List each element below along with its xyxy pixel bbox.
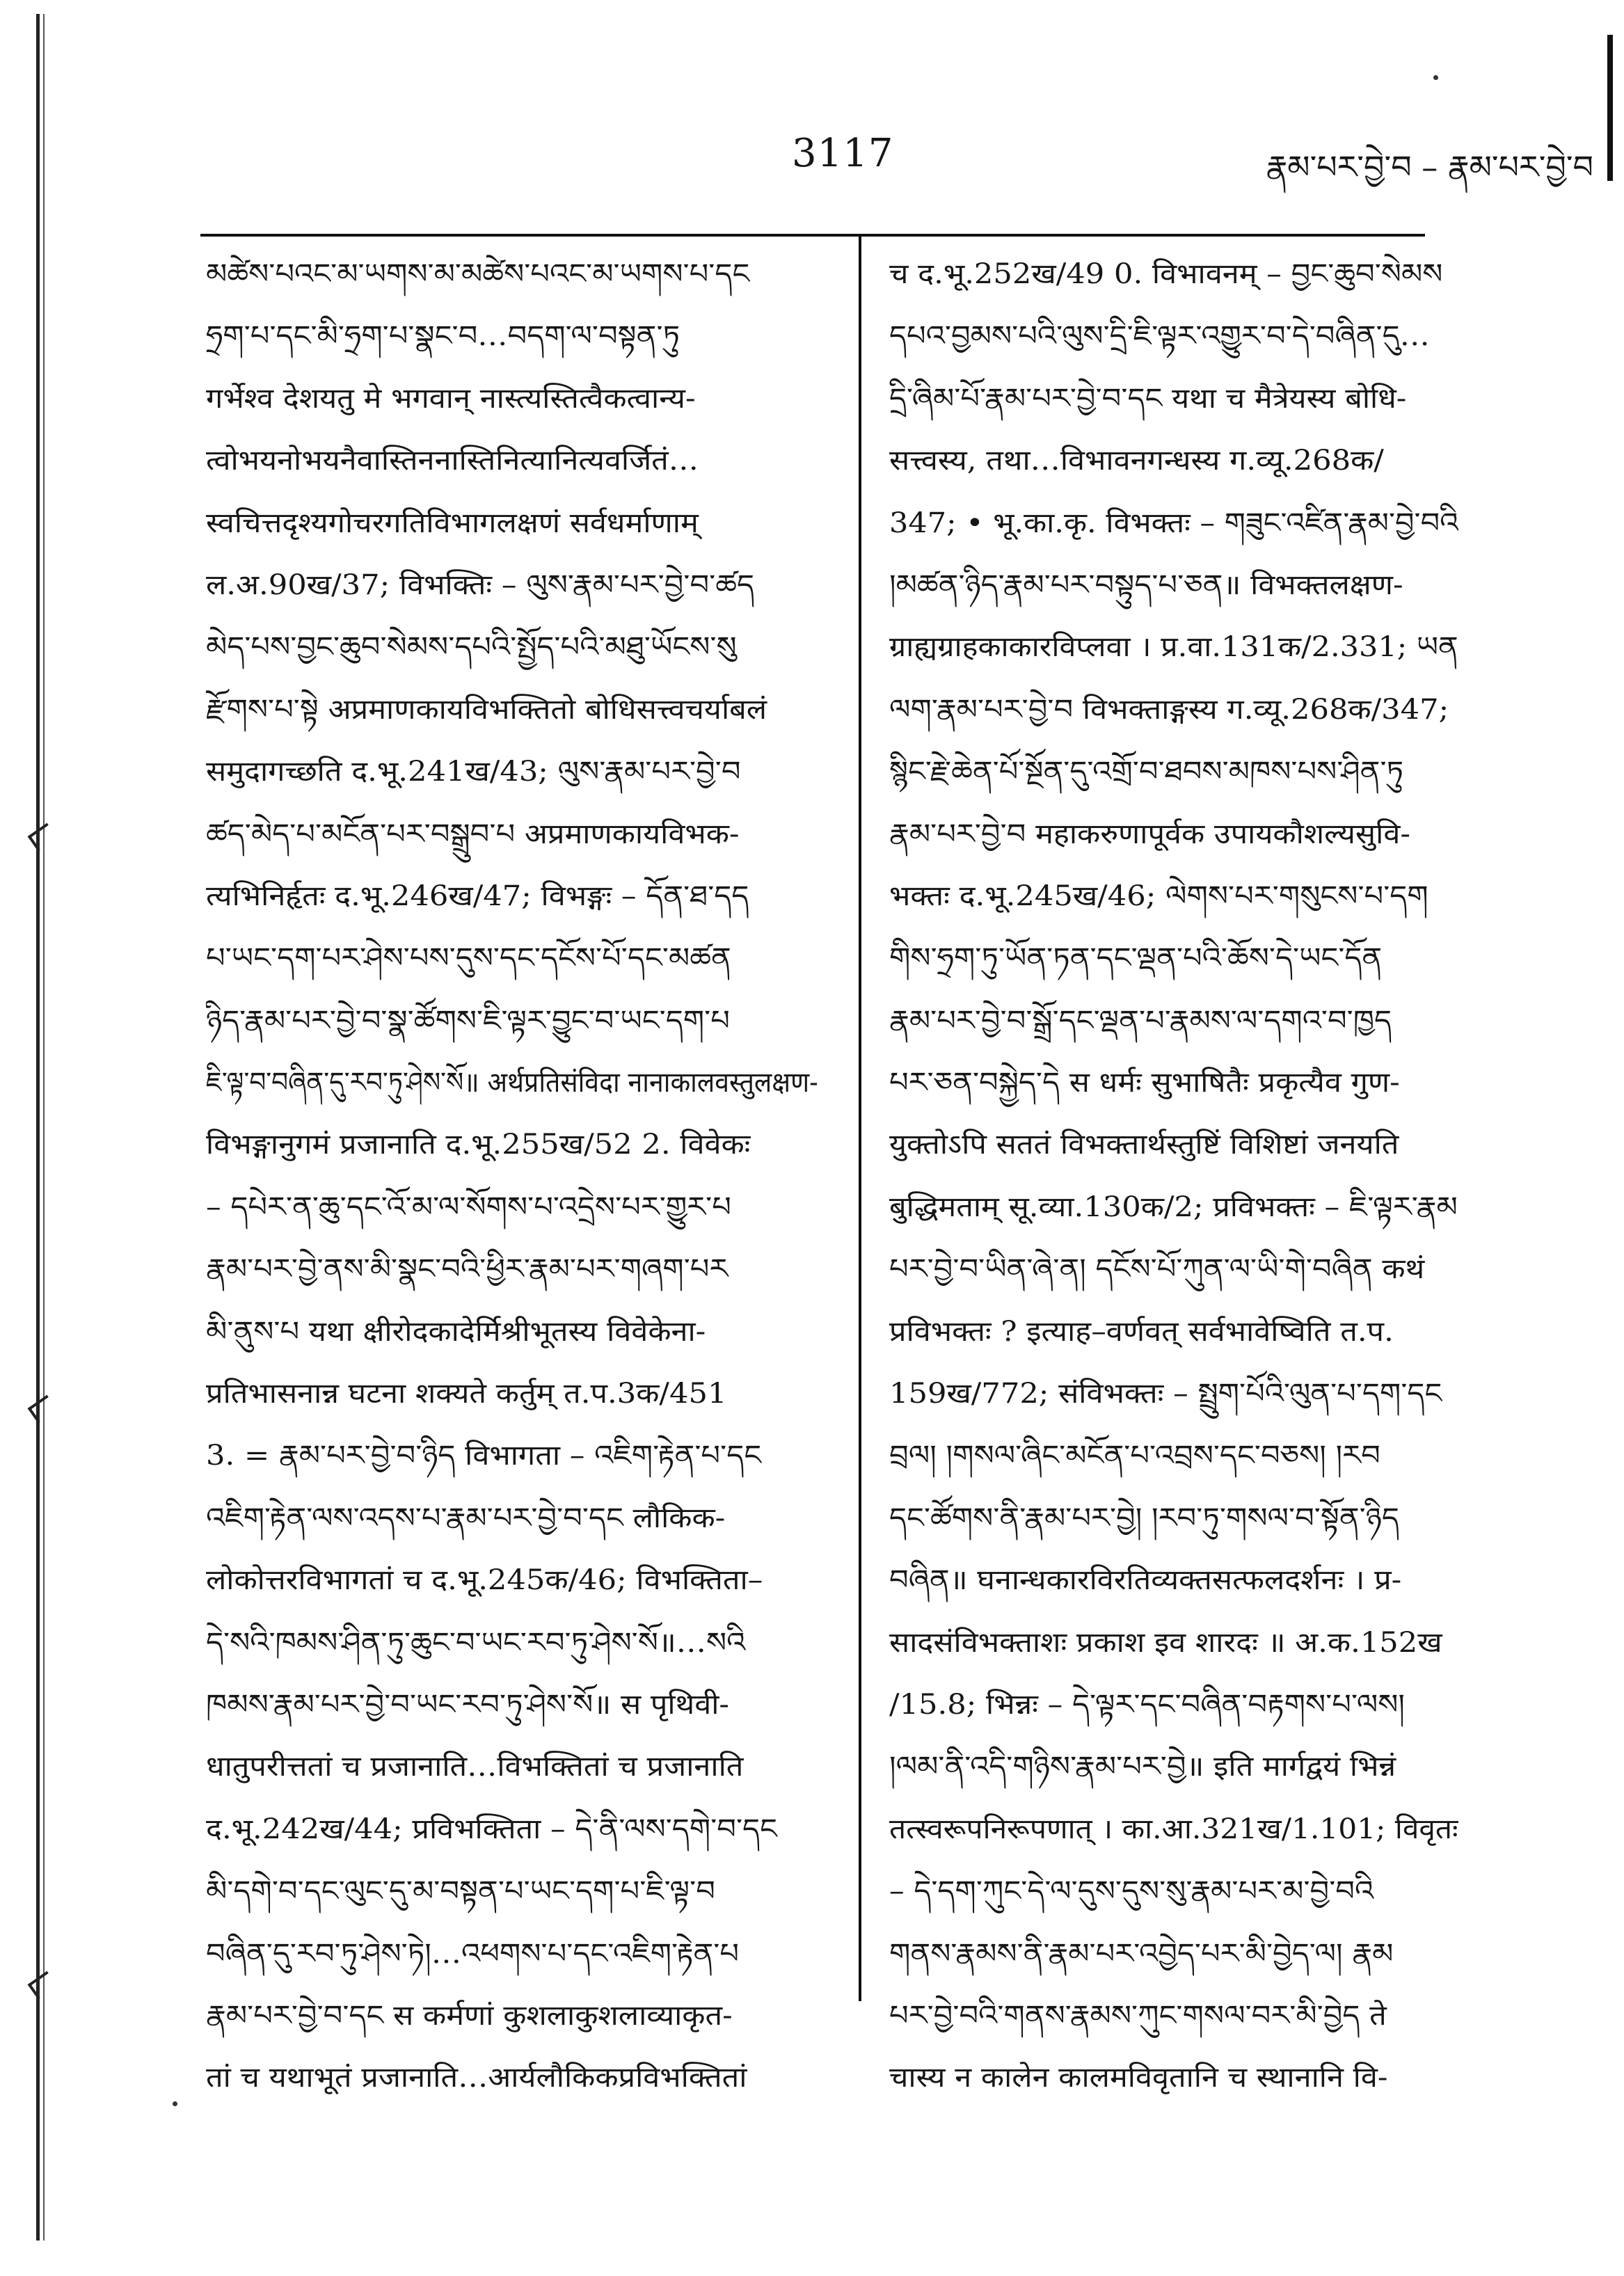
running-head: རྣམ་པར་བྱེ་བ – རྣམ་པར་བྱེ་བ — [1266, 148, 1593, 186]
text-line — [206, 616, 818, 678]
text-line — [206, 1736, 818, 1798]
text-line — [889, 368, 1458, 430]
line-text: प्रविभक्तः ? इत्याह–वर्णवत् सर्वभावेष्विति त.प. — [889, 1315, 1394, 1348]
text-line — [889, 1488, 1458, 1550]
line-text: 159ख/772; संविभक्तः – སྤྲུག་པོའི་ལུན་པ་དག་དང — [889, 1378, 1442, 1410]
text-line — [206, 866, 818, 928]
line-text: རྣམ་པར་བྱེ་ནས་མི་སྣང་བའི་ཕྱིར་རྣམ་པར་གཞག་པར — [206, 1253, 729, 1286]
line-text: རྣམ་པར་བྱེ་བ་སྒྲོ་དང་ལྡན་པ་རྣམས་ལ་དགའ་བ་ཁྱད — [889, 1004, 1392, 1037]
text-line — [889, 1923, 1458, 1985]
line-text: युक्तोऽपि सततं विभक्तार्थस्तुष्टिं विशिष्टां जनयति — [889, 1129, 1399, 1161]
text-line — [206, 928, 818, 989]
line-text: ཚད་མེད་པ་མངོན་པར་བསྒྲུབ་པ अप्रमाणकायविभक- — [206, 818, 740, 850]
text-line — [889, 1550, 1458, 1611]
left-column — [206, 244, 818, 2110]
column-divider — [859, 234, 861, 2001]
text-line — [206, 679, 818, 741]
text-line — [206, 1985, 818, 2047]
text-line — [206, 1239, 818, 1300]
line-text: द.भू.242ख/44; प्रविभक्तिता – དེ་ནི་ལས་དགེ་བ་དང — [206, 1813, 778, 1845]
line-text: ལག་རྣམ་པར་བྱེ་བ विभक्ताङ्गस्य ग.व्यू.268क/347; — [889, 693, 1449, 726]
line-text: /15.8; भिन्नः – དེ་ལྟར་དང་བཞིན་བརྟགས་པ་ལས། — [889, 1688, 1405, 1721]
line-text: समुदागच्छति द.भू.241ख/43; ལུས་རྣམ་པར་བྱེ་བ — [206, 756, 741, 788]
line-text: དང་ཚོགས་ནི་རྣམ་པར་བྱེ། །རབ་ཏུ་གསལ་བ་སྟོན་ཉིད — [889, 1502, 1399, 1534]
text-line — [889, 1985, 1458, 2047]
text-line — [206, 990, 818, 1052]
text-line — [889, 305, 1458, 367]
line-text: चास्य न कालेन कालमविवृतानि च स्थानानि वि- — [889, 2062, 1388, 2094]
text-line — [889, 1114, 1458, 1176]
text-line — [206, 1923, 818, 1985]
line-text: सादसंविभक्ताशः प्रकाश इव शारदः ॥ अ.क.152ख — [889, 1626, 1442, 1659]
text-line — [889, 679, 1458, 741]
line-text: ग्राह्यग्राहकाकारविप्लवा । प्र.वा.131क/2.331; ཡན — [889, 631, 1458, 664]
text-line — [889, 555, 1458, 616]
text-line — [206, 1301, 818, 1363]
scan-speck — [173, 2101, 177, 2106]
text-line — [889, 1736, 1458, 1798]
text-line — [206, 493, 818, 555]
text-line — [889, 2047, 1458, 2109]
line-text: ཇི་ལྟ་བ་བཞིན་དུ་རབ་ཏུ་ཤེས་སོ॥ अर्थप्रतिसंविदा नानाकालवस्तुलक्षण- — [206, 1067, 818, 1099]
line-text: तां च यथाभूतं प्रजानाति…आर्यलौकिकप्रविभक्तितां — [206, 2062, 747, 2094]
line-text: प्रतिभासनान्न घटना शक्यते कर्तुम् त.प.3क/451 — [206, 1378, 727, 1410]
text-line — [889, 1301, 1458, 1363]
line-text: །ལམ་ནི་འདི་གཉིས་རྣམ་པར་བྱེ॥ इति मार्गद्वयं भिन्नं — [889, 1751, 1396, 1783]
text-line — [206, 741, 818, 803]
text-line — [206, 430, 818, 492]
text-line — [889, 1861, 1458, 1923]
scan-speck — [1433, 75, 1438, 80]
text-line — [206, 368, 818, 430]
text-line — [889, 990, 1458, 1052]
text-line — [889, 741, 1458, 803]
text-line — [206, 1550, 818, 1611]
line-text: 347; • भू.का.कृ. विभक्तः – གཟུང་འཛིན་རྣམ་བྱེ་བའི — [889, 507, 1458, 539]
line-text: तत्स्वरूपनिरूपणात् । का.आ.321ख/1.101; विवृतः — [889, 1813, 1458, 1845]
line-text: त्यभिनिर्हृतः द.भू.246ख/47; विभङ्गः – དོན་ཐ་དད — [206, 880, 749, 912]
binding-mark — [28, 1971, 58, 2000]
line-text: लोकोत्तरविभागतां च द.भू.245क/46; विभक्तिता– — [206, 1564, 763, 1597]
line-text: स्वचित्तदृश्यगोचरगतिविभागलक्षणं सर्वधर्माणाम् — [206, 507, 699, 539]
text-line — [889, 1674, 1458, 1736]
text-line — [206, 1114, 818, 1176]
binding-mark — [28, 823, 58, 852]
line-text: – དེ་དག་ཀུང་དེ་ལ་དུས་དུས་སུ་རྣམ་པར་མ་བྱེ་བའི — [889, 1875, 1374, 1908]
text-line — [889, 804, 1458, 866]
line-text: – དཔེར་ན་ཆུ་དང་འོ་མ་ལ་སོགས་པ་འདྲེས་པར་གྱུར་པ — [206, 1191, 731, 1223]
line-text: ཧྲག་པ་དང་མི་ཧྲག་པ་སྣང་བ…བདག་ལ་བསྟན་ཏུ — [206, 320, 680, 353]
text-line — [889, 1052, 1458, 1114]
text-line — [889, 1177, 1458, 1239]
text-line — [206, 1177, 818, 1239]
text-line — [889, 1239, 1458, 1300]
text-line — [206, 1799, 818, 1861]
line-text: འཇིག་རྟེན་ལས་འདས་པ་རྣམ་པར་བྱེ་བ་དང लौकिक- — [206, 1502, 726, 1534]
text-line — [206, 1425, 818, 1487]
binding-edge — [36, 14, 49, 2241]
line-text: །མཚན་ཉིད་རྣམ་པར་བསྟུད་པ་ཅན॥ विभक्तलक्षण- — [889, 568, 1403, 601]
text-line — [206, 555, 818, 616]
line-text: ཉིད་རྣམ་པར་བྱེ་བ་སྣ་ཚོགས་ཇི་ལྟར་བྱུང་བ་ཡང་དག་པ — [206, 1004, 730, 1037]
text-line — [889, 928, 1458, 989]
line-text: པར་བྱེ་བའི་གནས་རྣམས་ཀུང་གསལ་བར་མི་བྱེད ते — [889, 1999, 1387, 2032]
text-line — [206, 1363, 818, 1425]
line-text: རྣམ་པར་བྱེ་བ महाकरुणापूर्वक उपायकौशल्यसुवि- — [889, 818, 1410, 850]
line-text: विभङ्गानुगमं प्रजानाति द.भू.255ख/52 2. विवेकः — [206, 1129, 751, 1161]
text-line — [206, 1612, 818, 1674]
line-text: པ་ཡང་དག་པར་ཤེས་པས་དུས་དང་དངོས་པོ་དང་མཚན — [206, 942, 731, 975]
line-text: गर्भेश्व देशयतु मे भगवान् नास्त्यस्तित्वैकत्वान्य- — [206, 382, 696, 415]
line-text: सत्त्वस्य, तथा…विभावनगन्धस्य ग.व्यू.268क/ — [889, 445, 1384, 477]
text-line — [206, 2047, 818, 2109]
page-number: 3117 — [792, 131, 894, 176]
line-text: भक्तः द.भू.245ख/46; ལེགས་པར་གསུངས་པ་དག — [889, 880, 1428, 912]
header-rule — [200, 234, 1425, 237]
line-text: མི་དགེ་བ་དང་ལུང་དུ་མ་བསྟན་པ་ཡང་དག་པ་ཇི་ལྟ་བ — [206, 1875, 715, 1908]
text-line — [889, 493, 1458, 555]
text-line — [206, 1488, 818, 1550]
right-column — [889, 244, 1458, 2110]
line-text: སྙིང་རྗེ་ཆེན་པོ་སྔོན་དུ་འགྲོ་བ་ཐབས་མཁས་པས་ཤིན་ཏུ — [889, 756, 1404, 788]
line-text: རྣམ་པར་བྱེ་བ་དང स कर्मणां कुशलाकुशलाव्याकृत- — [206, 1999, 733, 2032]
line-text: དེ་སའི་ཁམས་ཤིན་ཏུ་ཆུང་བ་ཡང་རབ་ཏུ་ཤེས་སོ॥…སའི — [206, 1626, 746, 1659]
text-line — [889, 244, 1458, 305]
text-line — [889, 430, 1458, 492]
text-line — [889, 866, 1458, 928]
line-text: च द.भू.252ख/49 0. विभावनम् – བྱང་ཆུབ་སེམས — [889, 258, 1443, 290]
line-text: གིས་ཧྲག་ཏུ་ཡོན་ཏན་དང་ལྡན་པའི་ཆོས་དེ་ཡང་དོན — [889, 942, 1383, 975]
text-line — [206, 305, 818, 367]
line-text: बुद्धिमताम् सू.व्या.130क/2; प्रविभक्तः – ཇི་ལྟར་རྣམ — [889, 1191, 1458, 1223]
line-text: མེད་པས་བྱང་ཆུབ་སེམས་དཔའི་སྤྱོད་པའི་མཐུ་ཡོངས་སུ — [206, 631, 737, 664]
text-line — [889, 1799, 1458, 1861]
line-text: རྫོགས་པ་སྟེ अप्रमाणकायविभक्तितो बोधिसत्त्वचर्याबलं — [206, 693, 767, 726]
line-text: པར་ཅན་བསྐྱེད་དེ स धर्मः सुभाषितैः प्रकृत्यैव गुण- — [889, 1067, 1400, 1099]
text-line — [889, 1363, 1458, 1425]
text-line — [206, 1674, 818, 1736]
line-text: དཔའ་བྱམས་པའི་ལུས་དྲི་ཇི་ལྟར་འགྱུར་བ་དེ་བཞིན་དུ… — [889, 320, 1430, 353]
text-line — [889, 616, 1458, 678]
text-line — [206, 244, 818, 305]
binding-mark — [28, 1395, 58, 1424]
line-text: 3. = རྣམ་པར་བྱེ་བ་ཉིད विभागता – འཇིག་རྟེན་པ་དང — [206, 1440, 762, 1472]
text-line — [206, 804, 818, 866]
line-text: धातुपरीत्ततां च प्रजानाति…विभक्तितां च प्रजानाति — [206, 1751, 744, 1783]
text-line — [206, 1052, 818, 1114]
line-text: त्वोभयनोभयनैवास्तिननास्तिनित्यानित्यवर्जितं… — [206, 445, 699, 477]
line-text: དྲི་ཞིམ་པོ་རྣམ་པར་བྱེ་བ་དང यथा च मैत्रेयस्य बोधि- — [889, 382, 1407, 415]
text-line — [206, 1861, 818, 1923]
line-text: ल.अ.90ख/37; विभक्तिः – ལུས་རྣམ་པར་བྱེ་བ་ཚད — [206, 568, 754, 601]
line-text: བཞིན॥ घनान्धकारविरतिव्यक्तसत्फलदर्शनः । प्र- — [889, 1564, 1402, 1597]
line-text: གནས་རྣམས་ནི་རྣམ་པར་འབྱེད་པར་མི་བྱེད་ལ། རྣམ — [889, 1937, 1394, 1970]
line-text: པར་བྱེ་བ་ཡིན་ཞེ་ན། དངོས་པོ་ཀུན་ལ་ཡི་གེ་བཞིན कथं — [889, 1253, 1425, 1286]
line-text: ཁམས་རྣམ་པར་བྱེ་བ་ཡང་རབ་ཏུ་ཤེས་སོ॥ स पृथिवी- — [206, 1688, 730, 1721]
line-text: བྲལ། །གསལ་ཞིང་མངོན་པ་འབྲས་དང་བཅས། །རབ — [889, 1440, 1380, 1472]
line-text: མི་ནུས་པ यथा क्षीरोदकादेर्मिश्रीभूतस्य विवेकेना- — [206, 1315, 706, 1348]
page-edge-bar — [1607, 35, 1613, 181]
text-line — [889, 1612, 1458, 1674]
line-text: མཚེས་པའང་མ་ཡགས་མ་མཚེས་པའང་མ་ཡགས་པ་དང — [206, 258, 750, 290]
text-line — [889, 1425, 1458, 1487]
line-text: བཞིན་དུ་རབ་ཏུ་ཤེས་ཏེ།…འཕགས་པ་དང་འཇིག་རྟེན་པ — [206, 1937, 740, 1970]
